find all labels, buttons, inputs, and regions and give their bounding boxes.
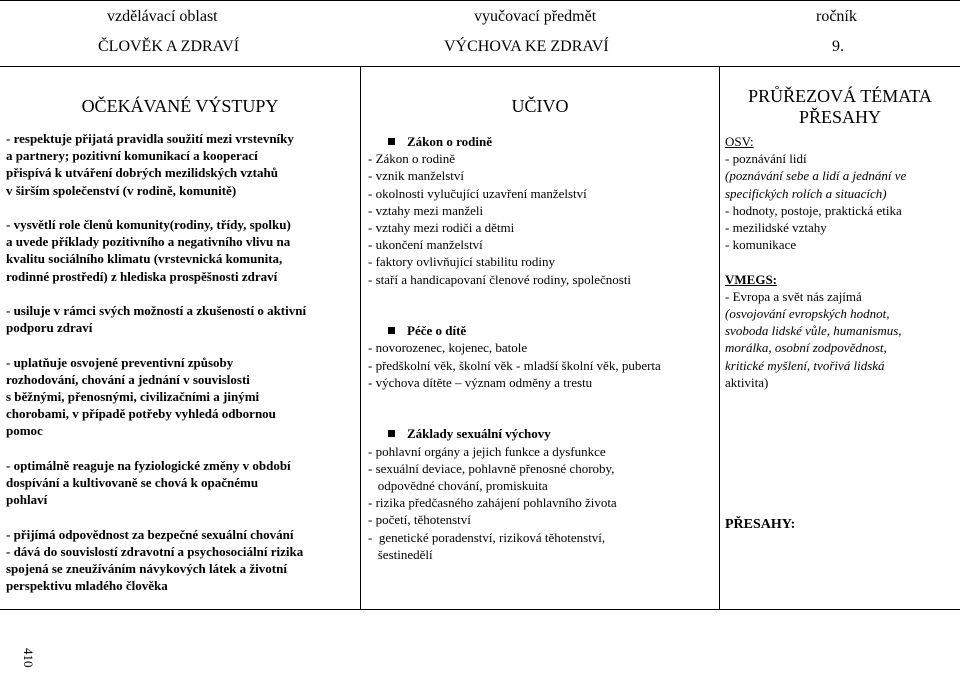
bullet-icon [388,138,395,145]
outcome-line: - dává do souvislostí zdravotní a psychosociální rizika [6,543,304,559]
outcome-line: - vysvětlí role členů komunity(rodiny, třídy, spolku) [6,217,291,232]
curriculum-item: - staří a handicapovaní členové rodiny, společnosti [368,271,632,287]
curriculum-item: - početí, těhotenství [368,512,471,528]
curriculum-item: - rizika předčasného zahájení pohlavního života [368,495,617,511]
outcome-line: s běžnými, přenosnými, civilizačními a jinými [6,389,260,404]
outcome-line: pomoc [6,423,43,439]
vmegs-label: VMEGS: [725,271,777,287]
outcome-line: a partnery; pozitivní komunikací a kooperací [6,148,258,164]
subject-value: VÝCHOVA KE ZDRAVÍ [444,38,609,55]
theme-line: specifických rolích a situacích) [725,185,887,201]
outcome-line: - optimálně reaguje na fyziologické změny v období [6,457,291,473]
theme-line: - komunikace [725,237,797,253]
outcome-line: - uplatňuje osvojené preventivní způsoby [6,354,234,370]
outcomes-title: OČEKÁVANÉ VÝSTUPY [81,96,279,116]
theme-line: (osvojování evropských hodnot, [725,306,890,322]
outcome-line: rodinné prostředí) z hlediska prospěšnosti zdraví [6,268,278,284]
subject-label: vyučovací předmět [474,8,597,25]
curriculum-item: - novorozenec, kojenec, batole [368,340,528,356]
area-label: vzdělávací oblast [107,8,218,25]
theme-line: (poznávání sebe a lidí a jednání ve [725,168,907,184]
outcome-line: kvalitu sociálního klimatu (vrstevnická komunita, [6,251,283,267]
themes-title-line-2: PŘESAHY [798,107,882,127]
themes-list [725,133,957,391]
theme-line: - mezilidské vztahy [725,220,827,236]
outcome-line: podporu zdraví [6,320,93,336]
column-divider-2 [719,67,720,609]
curriculum-list [368,133,718,563]
bullet-icon [388,327,395,334]
presahy-label: PŘESAHY: [725,517,796,532]
theme-line: kritické myšlení, tvořivá lidská [725,357,885,373]
outcome-line: v širším společenství (v rodině, komunitě) [6,182,237,198]
outcome-line: přispívá k utváření dobrých mezilidských vztahů [6,165,278,181]
theme-line: morálka, osobní zodpovědnost, [725,340,887,356]
osv-label: OSV: [725,134,754,149]
section-heading: Péče o dítě [368,322,718,339]
bullet-icon [388,430,395,437]
themes-title-line-1: PRŮŘEZOVÁ TÉMATA [748,86,932,106]
outcome-line: rozhodování, chování a jednání v souvislosti [6,371,250,387]
curriculum-item: - vznik manželství [368,168,465,184]
theme-line: aktivita) [725,374,769,390]
outcome-line: - usiluje v rámci svých možností a zkušeností o aktivní [6,303,307,318]
outcome-line: - respektuje přijatá pravidla soužití mezi vrstevníky [6,131,294,146]
page-number: 410 [21,648,36,668]
outcome-line: dospívání a kultivovaně se chová k opačnému [6,475,259,490]
theme-line: - poznávání lidí [725,151,807,167]
curriculum-item: - vztahy mezi rodiči a dětmi [368,220,515,236]
curriculum-title: UČIVO [511,96,569,116]
theme-line: - Evropa a svět nás zajímá [725,288,862,304]
grade-label: ročník [816,8,857,25]
outcome-line: - přijímá odpovědnost za bezpečné sexuální chování [6,526,294,542]
themes-title [720,86,960,128]
theme-line: - hodnoty, postoje, praktická etika [725,202,902,218]
curriculum-item: - faktory ovlivňující stabilitu rodiny [368,254,556,270]
curriculum-item: - výchova dítěte – význam odměny a trestu [368,374,593,390]
area-value: ČLOVĚK A ZDRAVÍ [98,38,240,55]
top-border [0,0,960,1]
curriculum-item: - okolnosti vylučující uzavření manželství [368,185,587,201]
curriculum-item: šestinedělí [368,546,433,562]
curriculum-item: - genetické poradenství, riziková těhotenství, [368,529,606,545]
outcomes-list [6,130,358,594]
curriculum-item: - Zákon o rodině [368,151,456,167]
column-divider-1 [360,67,361,609]
outcome-line: chorobami, v případě potřeby vyhledá odbornou [6,406,276,422]
outcome-line: a uvede příklady pozitivního a negativního vlivu na [6,234,291,250]
curriculum-item: - předškolní věk, školní věk - mladší školní věk, puberta [368,357,661,373]
curriculum-item: - pohlavní orgány a jejich funkce a dysfunkce [368,443,606,459]
curriculum-item: odpovědné chování, promiskuita [368,478,548,493]
section-heading: Zákon o rodině [368,133,718,150]
curriculum-item: - ukončení manželství [368,237,483,253]
outcome-line: pohlaví [6,492,48,508]
curriculum-item: - vztahy mezi manželi [368,202,484,218]
section-heading: Základy sexuální výchovy [368,425,718,442]
outcome-line: spojená se zneužíváním návykových látek a životní [6,561,287,576]
outcome-line: perspektivu mladého člověka [6,578,168,594]
grade-value: 9. [832,38,844,55]
theme-line: svoboda lidské vůle, humanismus, [725,323,902,339]
header-divider [0,66,960,67]
bottom-border [0,609,960,610]
curriculum-item: - sexuální deviace, pohlavně přenosné choroby, [368,460,615,476]
